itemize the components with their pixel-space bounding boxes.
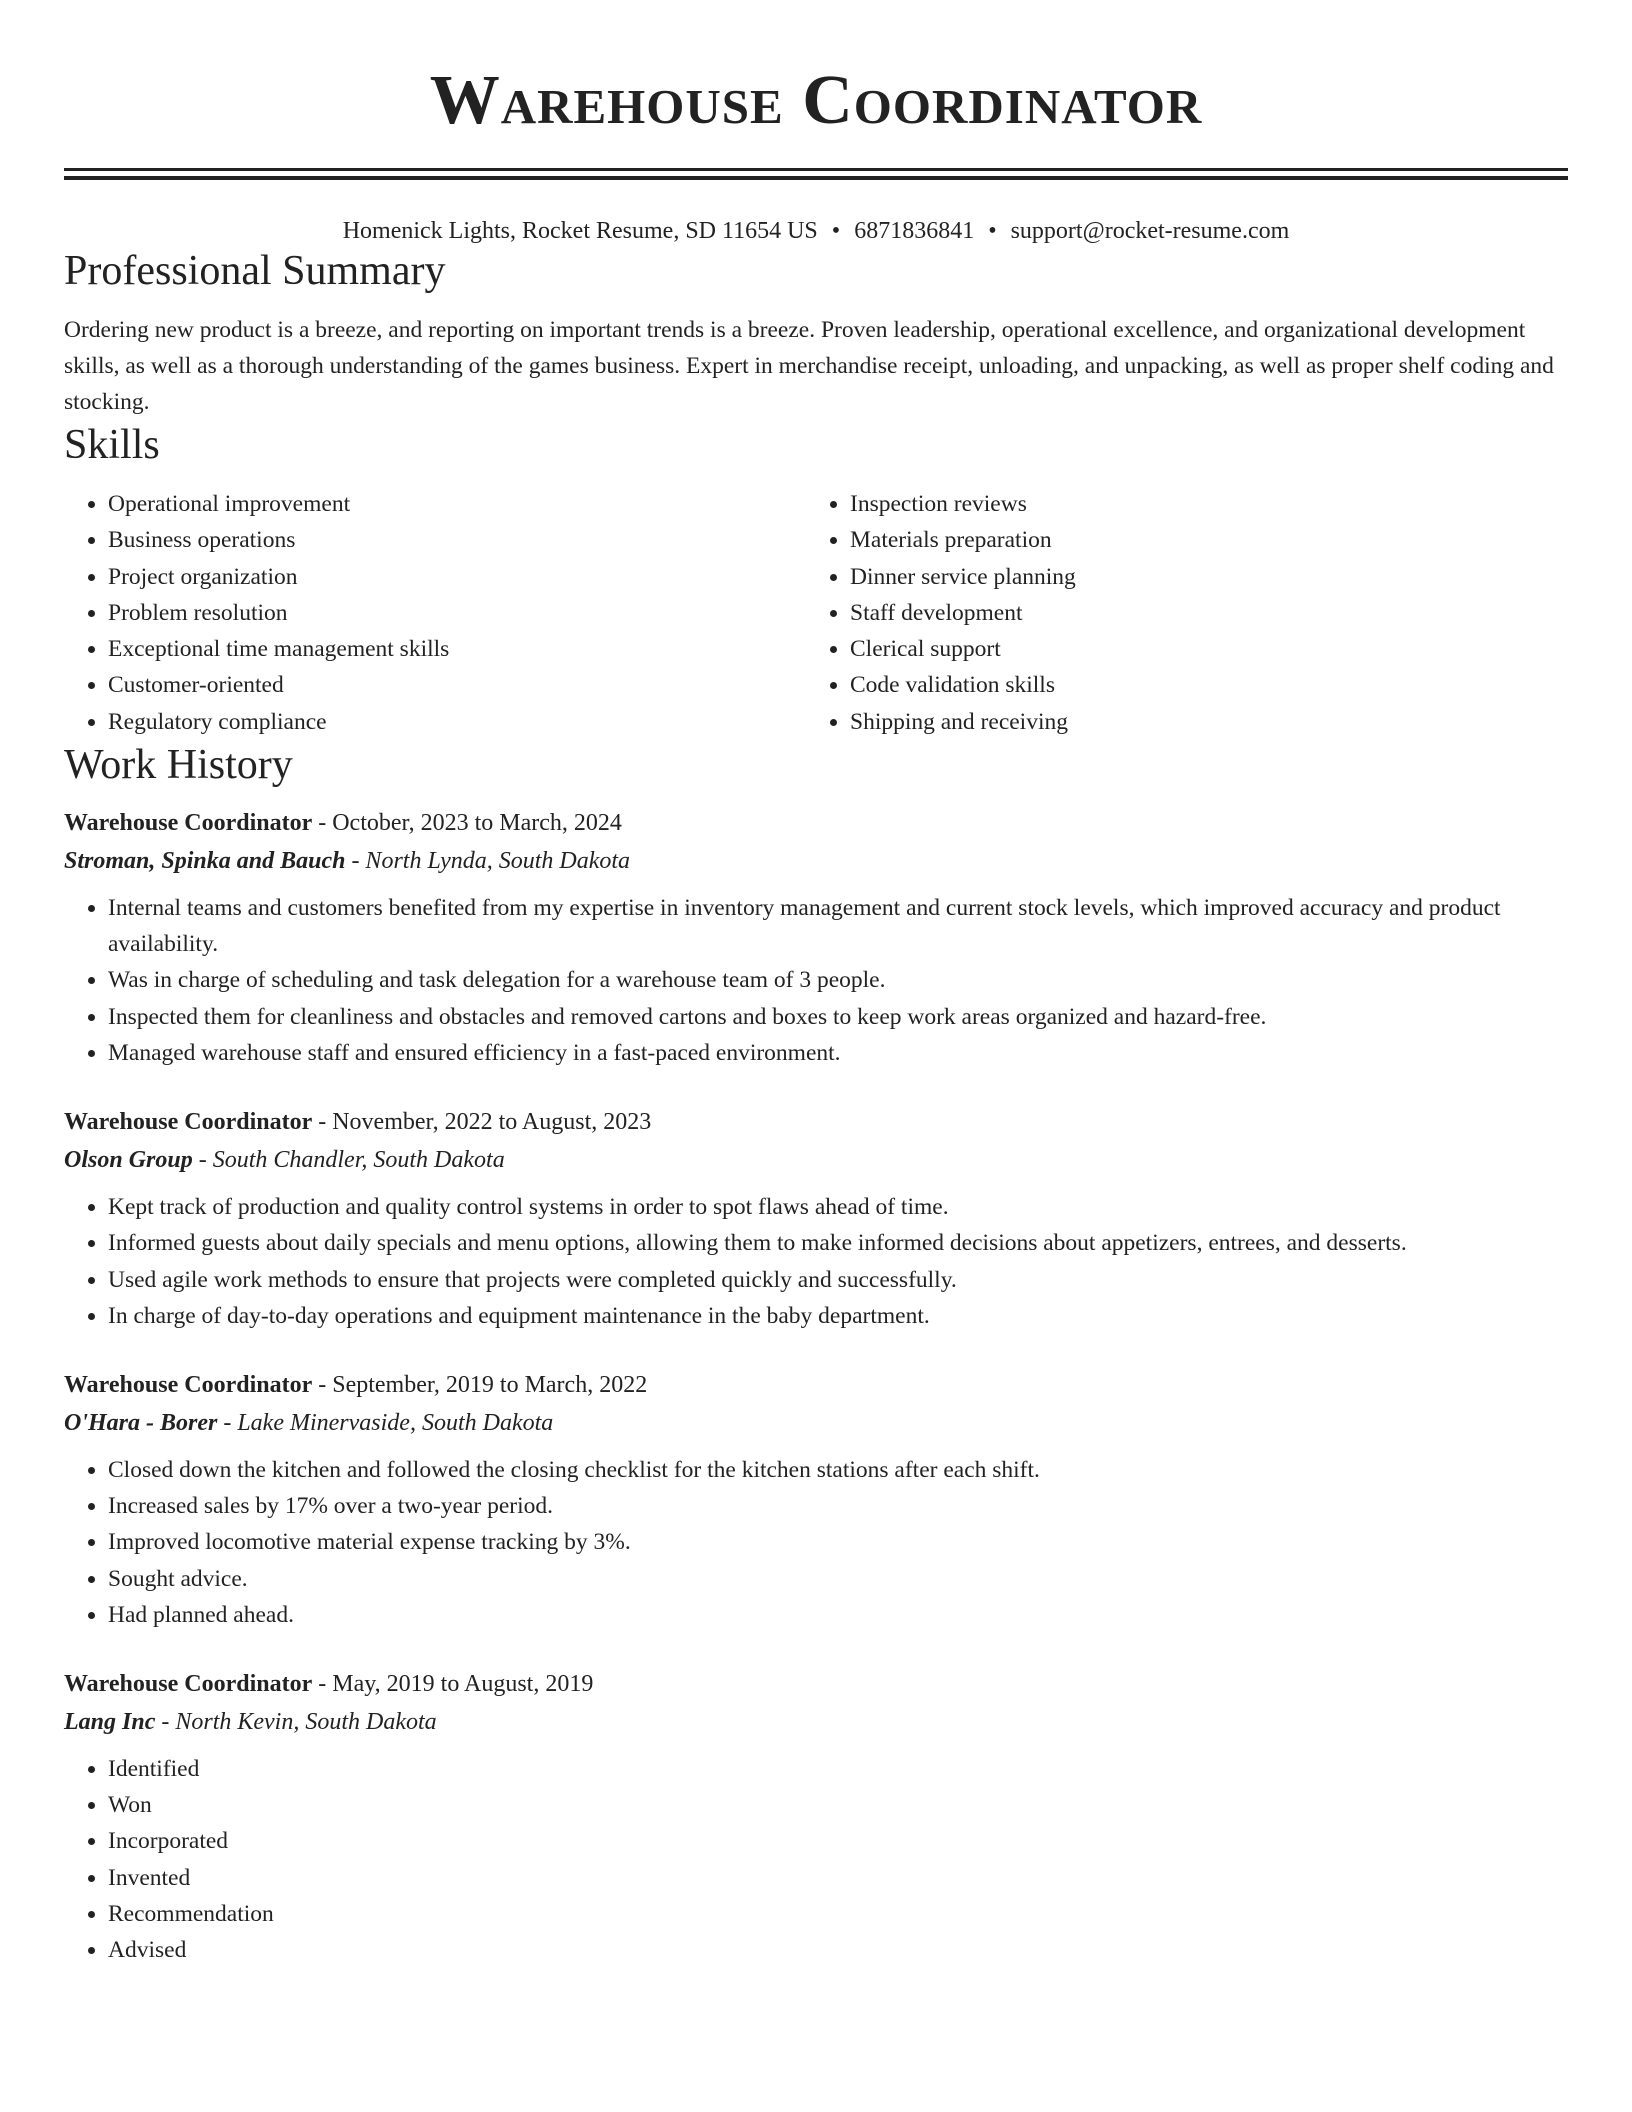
- skill-item: • Regulatory compliance: [108, 704, 806, 740]
- job-company-line: [64, 842, 1568, 880]
- skill-item: • Operational improvement: [108, 486, 806, 522]
- skill-item: • Exceptional time management skills: [108, 631, 806, 667]
- job-title: Warehouse Coordinator: [64, 1371, 313, 1398]
- job-title: Warehouse Coordinator: [64, 1109, 313, 1136]
- duty-item: • Used agile work methods to ensure that projects were completed quickly and successfully.: [108, 1262, 1568, 1298]
- duty-item: • Identified: [108, 1751, 1568, 1787]
- skill-item: • Staff development: [850, 595, 1548, 631]
- job-entry: [64, 804, 1568, 1071]
- duty-item: • Increased sales by 17% over a two-year period.: [108, 1488, 1568, 1524]
- duty-item: • In charge of day-to-day operations and equipment maintenance in the baby department.: [108, 1298, 1568, 1334]
- skill-item: • Code validation skills: [850, 667, 1548, 703]
- job-dates: - May, 2019 to August, 2019: [312, 1670, 594, 1697]
- summary-text: Ordering new product is a breeze, and reporting on important trends is a breeze. Proven leadership, operational excellence, and organizational development skills, as well as a thorough understanding of the games business. Expert in merchandise receipt, unloading, and unpacking, as well as proper shelf coding and stocking.: [64, 317, 1554, 415]
- job-company: Lang Inc: [64, 1708, 156, 1735]
- work-history-heading: Work History: [64, 742, 293, 789]
- duty-item: • Advised: [108, 1932, 1568, 1968]
- job-dates: - November, 2022 to August, 2023: [312, 1109, 652, 1136]
- job-title-line: [64, 1366, 1568, 1404]
- contact-separator: •: [831, 218, 841, 244]
- job-title-line: [64, 804, 1568, 842]
- duty-item: • Won: [108, 1787, 1568, 1823]
- skill-item: • Project organization: [108, 559, 806, 595]
- duty-item: • Had planned ahead.: [108, 1597, 1568, 1633]
- job-title: Warehouse Coordinator: [64, 810, 313, 837]
- job-company-line: [64, 1404, 1568, 1442]
- skills-heading: Skills: [64, 422, 160, 468]
- job-duties: [64, 890, 1568, 1071]
- duty-item: • Recommendation: [108, 1896, 1568, 1932]
- summary-heading: Professional Summary: [64, 248, 446, 294]
- job-entry: [64, 1665, 1568, 1968]
- duty-item: • Invented: [108, 1860, 1568, 1896]
- job-company: O'Hara - Borer: [64, 1409, 218, 1436]
- skill-item: • Shipping and receiving: [850, 704, 1548, 740]
- job-duties: [64, 1189, 1568, 1334]
- contact-address: Homenick Lights, Rocket Resume, SD 11654 US: [342, 218, 818, 244]
- job-company-line: [64, 1703, 1568, 1741]
- duty-item: • Managed warehouse staff and ensured efficiency in a fast-paced environment.: [108, 1035, 1568, 1071]
- job-title-line: [64, 1103, 1568, 1141]
- title-divider: [64, 168, 1568, 180]
- duty-item: • Inspected them for cleanliness and obstacles and removed cartons and boxes to keep work areas organized and hazard-free.: [108, 999, 1568, 1035]
- job-duties: [64, 1452, 1568, 1633]
- job-company-line: [64, 1141, 1568, 1179]
- job-location: - North Kevin, South Dakota: [155, 1708, 437, 1735]
- duty-item: • Sought advice.: [108, 1561, 1568, 1597]
- duty-item: • Improved locomotive material expense tracking by 3%.: [108, 1524, 1568, 1560]
- duty-item: • Kept track of production and quality control systems in order to spot flaws ahead of time.: [108, 1189, 1568, 1225]
- contact-phone: 6871836841: [854, 218, 975, 244]
- skills-column-left: [64, 486, 806, 740]
- skill-item: • Clerical support: [850, 631, 1548, 667]
- job-dates: - October, 2023 to March, 2024: [312, 810, 622, 837]
- duty-item: • Incorporated: [108, 1823, 1568, 1859]
- job-location: - North Lynda, South Dakota: [345, 848, 631, 875]
- job-location: - Lake Minervaside, South Dakota: [217, 1409, 554, 1436]
- skill-item: • Business operations: [108, 522, 806, 558]
- job-entry: [64, 1366, 1568, 1633]
- contact-email: support@rocket-resume.com: [1010, 218, 1290, 244]
- job-location: - South Chandler, South Dakota: [192, 1147, 505, 1174]
- duty-item: • Closed down the kitchen and followed the closing checklist for the kitchen stations after each shift.: [108, 1452, 1568, 1488]
- job-entry: [64, 1103, 1568, 1334]
- skill-item: • Materials preparation: [850, 522, 1548, 558]
- job-duties: [64, 1751, 1568, 1968]
- resume-title: Warehouse Coordinator: [429, 62, 1203, 139]
- job-company: Stroman, Spinka and Bauch: [64, 848, 346, 875]
- skill-item: • Inspection reviews: [850, 486, 1548, 522]
- duty-item: • Informed guests about daily specials and menu options, allowing them to make informed decisions about appetizers, entrees, and desserts.: [108, 1225, 1568, 1261]
- skill-item: • Customer-oriented: [108, 667, 806, 703]
- contact-separator: •: [988, 218, 997, 244]
- contact-line: [64, 216, 1568, 246]
- job-dates: - September, 2019 to March, 2022: [312, 1371, 648, 1398]
- job-title: Warehouse Coordinator: [64, 1670, 313, 1697]
- skills-column-right: [806, 486, 1548, 740]
- duty-item: • Internal teams and customers benefited from my expertise in inventory management and current stock levels, which improved accuracy and product availability.: [108, 890, 1568, 962]
- skill-item: • Dinner service planning: [850, 559, 1548, 595]
- job-company: Olson Group: [64, 1147, 193, 1174]
- job-title-line: [64, 1665, 1568, 1703]
- duty-item: • Was in charge of scheduling and task delegation for a warehouse team of 3 people.: [108, 962, 1568, 998]
- skills-list: [64, 486, 1568, 740]
- skill-item: • Problem resolution: [108, 595, 806, 631]
